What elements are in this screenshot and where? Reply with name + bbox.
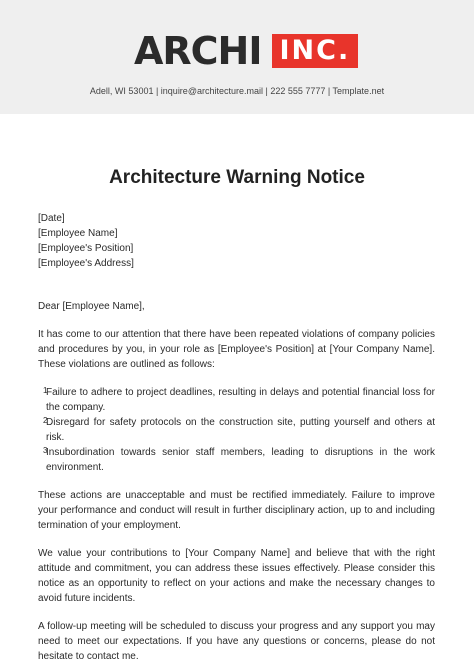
salutation: Dear [Employee Name], bbox=[38, 301, 145, 312]
list-text: Failure to adhere to project deadlines, resulting in delays and potential financial loss for the company. bbox=[46, 387, 435, 413]
list-item bbox=[38, 385, 435, 415]
list-item bbox=[38, 415, 435, 445]
address-block bbox=[38, 211, 435, 271]
letterhead bbox=[0, 0, 474, 114]
violations-list bbox=[38, 385, 435, 475]
list-item bbox=[38, 445, 435, 475]
consequences-paragraph: These actions are unacceptable and must be rectified immediately. Failure to improve your performance and conduct will result in further disciplinary action, up to and including termination of your employment. bbox=[38, 490, 435, 531]
address-date: [Date] bbox=[38, 213, 65, 224]
address-employee-name: [Employee Name] bbox=[38, 228, 118, 239]
logo-badge: INC. bbox=[272, 34, 359, 68]
document-title: Architecture Warning Notice bbox=[109, 167, 365, 188]
contact-line: Adell, WI 53001 | inquire@architecture.mail | 222 555 7777 | Template.net bbox=[89, 86, 385, 96]
list-text: Insubordination towards senior staff members, leading to disruptions in the work environment. bbox=[46, 447, 435, 473]
list-number: 3 bbox=[43, 446, 48, 455]
list-number: 2 bbox=[43, 416, 48, 425]
follow-up-paragraph: A follow-up meeting will be scheduled to discuss your progress and any support you may need to meet our expectations. If you have any questions or concerns, please do not hesitate to contact me. bbox=[38, 621, 435, 662]
encouragement-paragraph: We value your contributions to [Your Company Name] and believe that with the right attitude and commitment, you can address these issues effectively. Please consider this notice as an opportunity to reflect on your actions and make the necessary changes to avoid future incidents. bbox=[38, 548, 435, 604]
list-text: Disregard for safety protocols on the construction site, putting yourself and others at risk. bbox=[46, 417, 435, 443]
list-number: 1 bbox=[43, 386, 48, 395]
logo-wordmark: ARCHI bbox=[134, 29, 262, 73]
intro-paragraph: It has come to our attention that there have been repeated violations of company policies and procedures by you, in your role as [Employee's Position] at [Your Company Name]. These violations are outlined as follows: bbox=[38, 329, 435, 370]
letter-body bbox=[38, 211, 435, 664]
company-logo bbox=[134, 29, 358, 73]
address-employee-address: [Employee's Address] bbox=[38, 258, 134, 269]
address-employee-position: [Employee's Position] bbox=[38, 243, 134, 254]
